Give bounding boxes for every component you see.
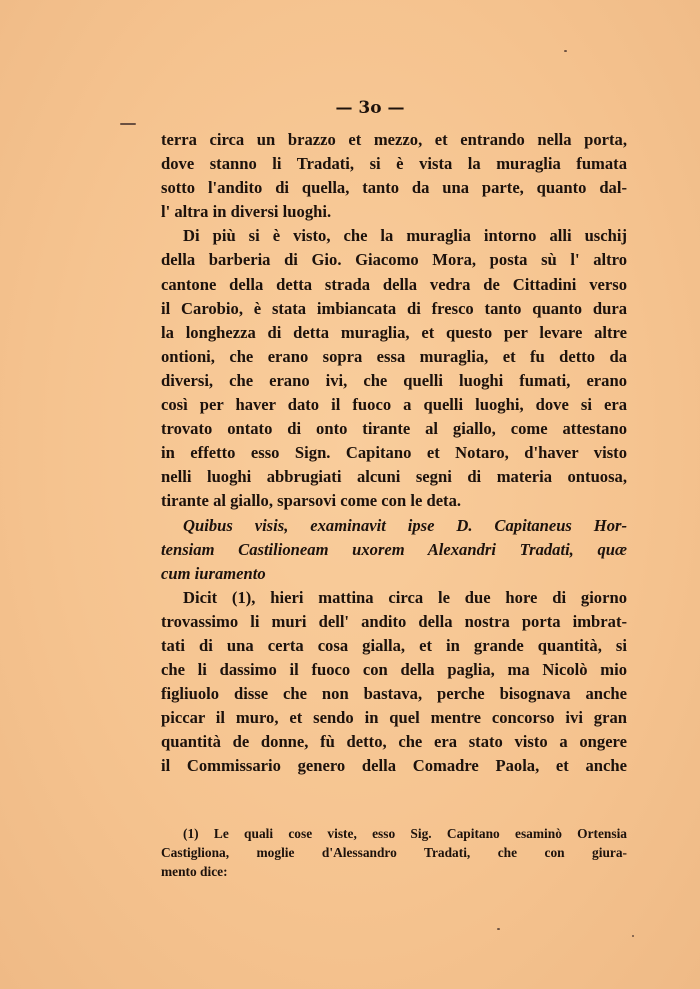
text-line: terra circa un brazzo et mezzo, et entrando nella porta, xyxy=(161,130,627,149)
page-number: — 3o — xyxy=(335,98,405,118)
text-line: l' altra in diversi luoghi. xyxy=(161,202,332,222)
text-line: piccar il muro, et sendo in quel mentre concorso ivi gran xyxy=(161,708,627,728)
footnote xyxy=(161,824,627,881)
text-line: trovato ontato di onto tirante al giallo, come attestano xyxy=(161,419,627,439)
text-line: della barberia di Gio. Giacomo Mora, posta sù l' altro xyxy=(161,250,627,270)
text-line: dove stanno li Tradati, si è vista la muraglia fumata xyxy=(161,154,627,174)
paper-speck xyxy=(120,123,136,125)
text-line: diversi, che erano ivi, che quelli luoghi fumati, erano xyxy=(161,370,627,390)
text-line: la longhezza di detta muraglia, et questo per levare altre xyxy=(161,322,627,342)
text-line: tirante al giallo, sparsovi come con le deta. xyxy=(161,491,462,511)
latin-text-line: cum iuramento xyxy=(161,563,266,583)
footnote-line: Castigliona, moglie d'Alessandro Tradati, che con giura- xyxy=(161,845,627,860)
text-line: in effetto esso Sign. Capitano et Notaro, d'haver visto xyxy=(161,443,627,463)
text-line: tati di una certa cosa gialla, et in grande quantità, si xyxy=(161,635,627,655)
text-line: ontioni, che erano sopra essa muraglia, et fu detto da xyxy=(161,346,627,366)
text-line: Dicit (1), hieri mattina circa le due hore di giorno xyxy=(183,587,627,607)
paper-speck xyxy=(564,50,567,52)
text-line: cantone della detta strada della vedra de Cittadini verso xyxy=(161,274,627,294)
latin-text-line: tensiam Castilioneam uxorem Alexandri Tradati, quæ xyxy=(161,539,627,559)
text-line: trovassimo li muri dell' andito della nostra porta imbrat- xyxy=(161,611,627,631)
text-line: il Commissario genero della Comadre Paola, et anche xyxy=(161,756,627,776)
paper-speck xyxy=(497,928,500,930)
text-line: così per haver dato il fuoco a quelli luoghi, dove si era xyxy=(161,395,627,415)
text-line: Di più si è visto, che la muraglia intorno alli uschij xyxy=(183,226,627,246)
text-line: figliuolo disse che non bastava, perche bisognava anche xyxy=(161,684,627,704)
latin-text-line: Quibus visis, examinavit ipse D. Capitaneus Hor- xyxy=(183,515,627,535)
text-line: nelli luoghi abbrugiati alcuni segni di materia ontuosa, xyxy=(161,467,627,487)
paper-speck xyxy=(632,935,634,937)
text-line: il Carobio, è stata imbiancata di fresco tanto quanto dura xyxy=(161,298,627,318)
text-line: quantità de donne, fù detto, che era stato visto a ongere xyxy=(161,732,627,752)
body-text xyxy=(161,128,627,779)
text-line: sotto l'andito di quella, tanto da una parte, quanto dal- xyxy=(161,178,627,198)
footnote-line: mento dice: xyxy=(161,864,228,879)
text-line: che li dassimo il fuoco con della paglia, ma Nicolò mio xyxy=(161,660,627,680)
footnote-line: (1) Le quali cose viste, esso Sig. Capitano esaminò Ortensia xyxy=(183,826,627,841)
